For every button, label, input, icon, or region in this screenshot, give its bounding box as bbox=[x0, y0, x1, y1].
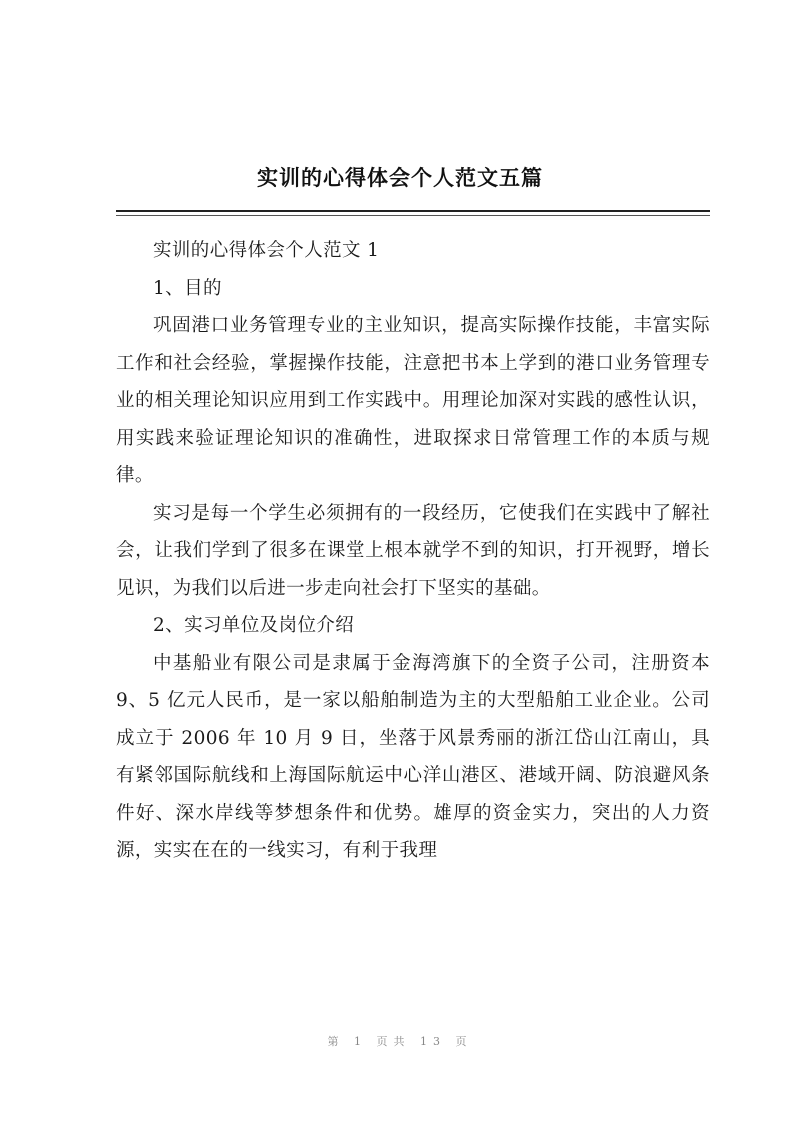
subheading-purpose: 1、目的 bbox=[153, 277, 222, 299]
title-divider bbox=[116, 210, 710, 212]
body-paragraph: 中基船业有限公司是隶属于金海湾旗下的全资子公司，注册资本 9、5 亿元人民币，是一家以船舶制造为主的大型船舶工业企业。公司成立于 2006 年 10 月 9 日，坐落于风景秀丽的浙江岱山江南山，具有紧邻国际航线和上海国际航运中心洋山港区、港域开阔、防浪避风条件好、深水岸线等梦想条件和优势。雄厚的资金实力，突出的人力资源，实实在在的一线实习，有利于我理 bbox=[116, 652, 710, 861]
document-title: 实训的心得体会个人范文五篇 bbox=[257, 166, 543, 190]
section-heading: 实训的心得体会个人范文 1 bbox=[153, 240, 380, 261]
body-paragraph: 实习是每一个学生必须拥有的一段经历，它使我们在实践中了解社会，让我们学到了很多在课堂上根本就学不到的知识，打开视野，增长见识，为我们以后进一步走向社会打下坚实的基础。 bbox=[116, 502, 710, 599]
title-divider-thin bbox=[116, 215, 710, 216]
subheading-company-intro: 2、实习单位及岗位介绍 bbox=[153, 615, 355, 636]
document-body bbox=[116, 232, 710, 870]
page-number-footer: 第 1 页共 13 页 bbox=[327, 1035, 473, 1048]
body-paragraph: 巩固港口业务管理专业的主业知识，提高实际操作技能，丰富实际工作和社会经验，掌握操作技能，注意把书本上学到的港口业务管理专业的相关理论知识应用到工作实践中。用理论加深对实践的感性认识，用实践来验证理论知识的准确性，进取探求日常管理工作的本质与规律。 bbox=[116, 315, 710, 486]
